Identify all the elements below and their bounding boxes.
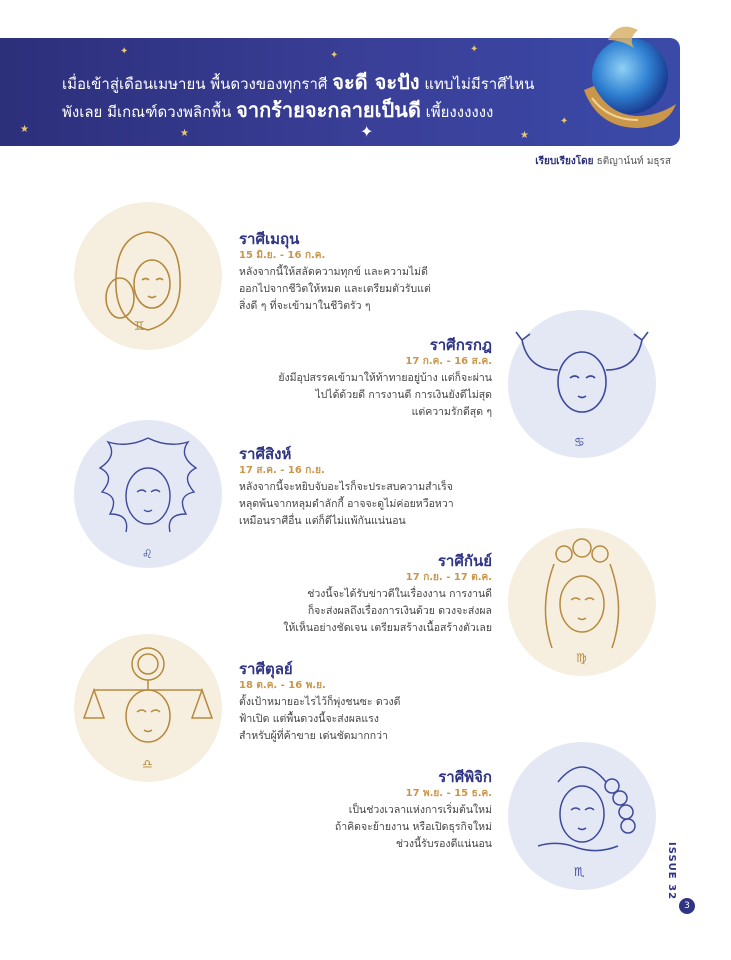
sign-date-virgo: 17 ก.ย. - 17 ต.ค. [405, 572, 492, 583]
svg-text:♊: ♊ [134, 319, 145, 333]
sign-title-scorpio: ราศีพิจิก [438, 768, 492, 786]
text-line: ให้เห็นอย่างชัดเจน เตรียมสร้างเนื้อสร้างตัวเลย [283, 622, 492, 634]
gemini-illustration [74, 202, 222, 350]
text-line: ก็จะส่งผลถึงเรื่องการเงินด้วย ดวงจะส่งผล [307, 605, 492, 617]
sign-text-virgo [283, 586, 492, 637]
virgo-illustration [508, 528, 656, 676]
banner-highlight: จะดี จะปัง [332, 70, 420, 94]
text-line: ถ้าคิดจะย้ายงาน หรือเปิดธุรกิจใหม่ [334, 821, 492, 833]
sign-text-libra [239, 694, 401, 745]
sign-date-leo: 17 ส.ค. - 16 ก.ย. [239, 465, 325, 476]
cancer-illustration [508, 310, 656, 458]
text-line: สิ่งดี ๆ ที่จะเข้ามาในชีวิตรัว ๆ [239, 300, 371, 312]
text-line: หลังจากนี้ให้สลัดความทุกข์ และความไม่ดี [239, 266, 428, 278]
sign-text-scorpio [335, 802, 492, 853]
svg-text:♎: ♎ [142, 757, 153, 771]
sign-date-cancer: 17 ก.ค. - 16 ส.ค. [405, 356, 492, 367]
sign-text-cancer [278, 370, 492, 421]
banner-line-2 [62, 94, 493, 126]
star-icon: ★ [180, 128, 189, 139]
sign-date-libra: 18 ต.ค. - 16 พ.ย. [239, 680, 326, 691]
text-line: ออกไปจากชีวิตให้หมด และเตรียมตัวรับแต่ [239, 283, 431, 295]
sign-title-libra: ราศีตุลย์ [239, 660, 293, 678]
text-line: ตั้งเป้าหมายอะไรไว้ก็พุ่งชนซะ ดวงดี [239, 696, 401, 708]
star-icon: ★ [520, 130, 529, 141]
banner-text: เพี้ยงงงงงง [425, 103, 494, 121]
banner-text: แทบไม่มีราศีไหน [424, 75, 535, 93]
star-icon: ✦ [330, 50, 339, 61]
banner-text: พังเลย มีเกณฑ์ดวงพลิกพื้น [62, 103, 232, 121]
libra-face-icon [74, 634, 222, 782]
text-line: ช่วงนี้รับรองดีแน่นอน [395, 838, 492, 850]
gemini-face-icon [74, 202, 222, 350]
issue-label: ISSUE 32 [666, 842, 677, 901]
text-line: แต่ความรักดีสุด ๆ [411, 406, 492, 418]
text-line: หลุดพ้นจากหลุมดำลักกี้ อาจจะดูไม่ค่อยหวือหวา [239, 498, 454, 510]
credit-author: ธติญาน์นท์ มธุรส [596, 156, 671, 167]
sign-title-gemini: ราศีเมถุน [239, 230, 300, 248]
scorpio-face-icon [508, 742, 656, 890]
banner-text: เมื่อเข้าสู่เดือนเมษายน พื้นดวงของทุกราศี [62, 75, 328, 93]
svg-text:♋: ♋ [574, 435, 585, 449]
svg-text:♌: ♌ [142, 547, 153, 561]
author-credit [535, 154, 671, 169]
libra-illustration [74, 634, 222, 782]
sign-text-leo [239, 479, 454, 530]
star-icon: ★ [20, 124, 29, 135]
leo-illustration [74, 420, 222, 568]
svg-text:♍: ♍ [576, 651, 587, 665]
credit-label: เรียบเรียงโดย [535, 156, 594, 167]
star-icon: ✦ [470, 44, 479, 55]
star-icon: ✦ [360, 122, 374, 141]
star-icon: ✦ [120, 46, 129, 57]
banner-highlight: จากร้ายจะกลายเป็นดี [236, 98, 421, 122]
cancer-face-icon [508, 310, 656, 458]
sign-title-cancer: ราศีกรกฎ [429, 336, 492, 354]
text-line: หลังจากนี้จะหยิบจับอะไรก็จะประสบความสำเร็จ [239, 481, 453, 493]
crystal-ball-icon [578, 20, 678, 138]
sign-title-leo: ราศีสิงห์ [239, 445, 292, 463]
sign-text-gemini [239, 264, 431, 315]
virgo-face-icon [508, 528, 656, 676]
text-line: ฟ้าเปิด แต่พื้นดวงนี้จะส่งผลแรง [239, 713, 379, 725]
sign-date-gemini: 15 มิ.ย. - 16 ก.ค. [239, 250, 326, 261]
sign-date-scorpio: 17 พ.ย. - 15 ธ.ค. [405, 788, 492, 799]
text-line: เป็นช่วงเวลาแห่งการเริ่มต้นใหม่ [348, 804, 492, 816]
text-line: เหมือนราศีอื่น แต่ก็ดีไม่แพ้กันแน่นอน [239, 515, 406, 527]
leo-face-icon [74, 420, 222, 568]
scorpio-illustration [508, 742, 656, 890]
svg-text:♏: ♏ [574, 865, 585, 879]
text-line: ไปได้ด้วยดี การงานดี การเงินยังดีไม่สุด [315, 389, 492, 401]
star-icon: ✦ [560, 116, 569, 127]
page-number: 3 [679, 898, 695, 914]
text-line: ช่วงนี้จะได้รับข่าวดีในเรื่องงาน การงานดี [307, 588, 492, 600]
text-line: สำหรับผู้ที่ค้าขาย เด่นชัดมากกว่า [239, 730, 388, 742]
sign-title-virgo: ราศีกันย์ [437, 552, 492, 570]
text-line: ยังมีอุปสรรคเข้ามาให้ท้าทายอยู่บ้าง แต่ก็จะผ่าน [278, 372, 492, 384]
